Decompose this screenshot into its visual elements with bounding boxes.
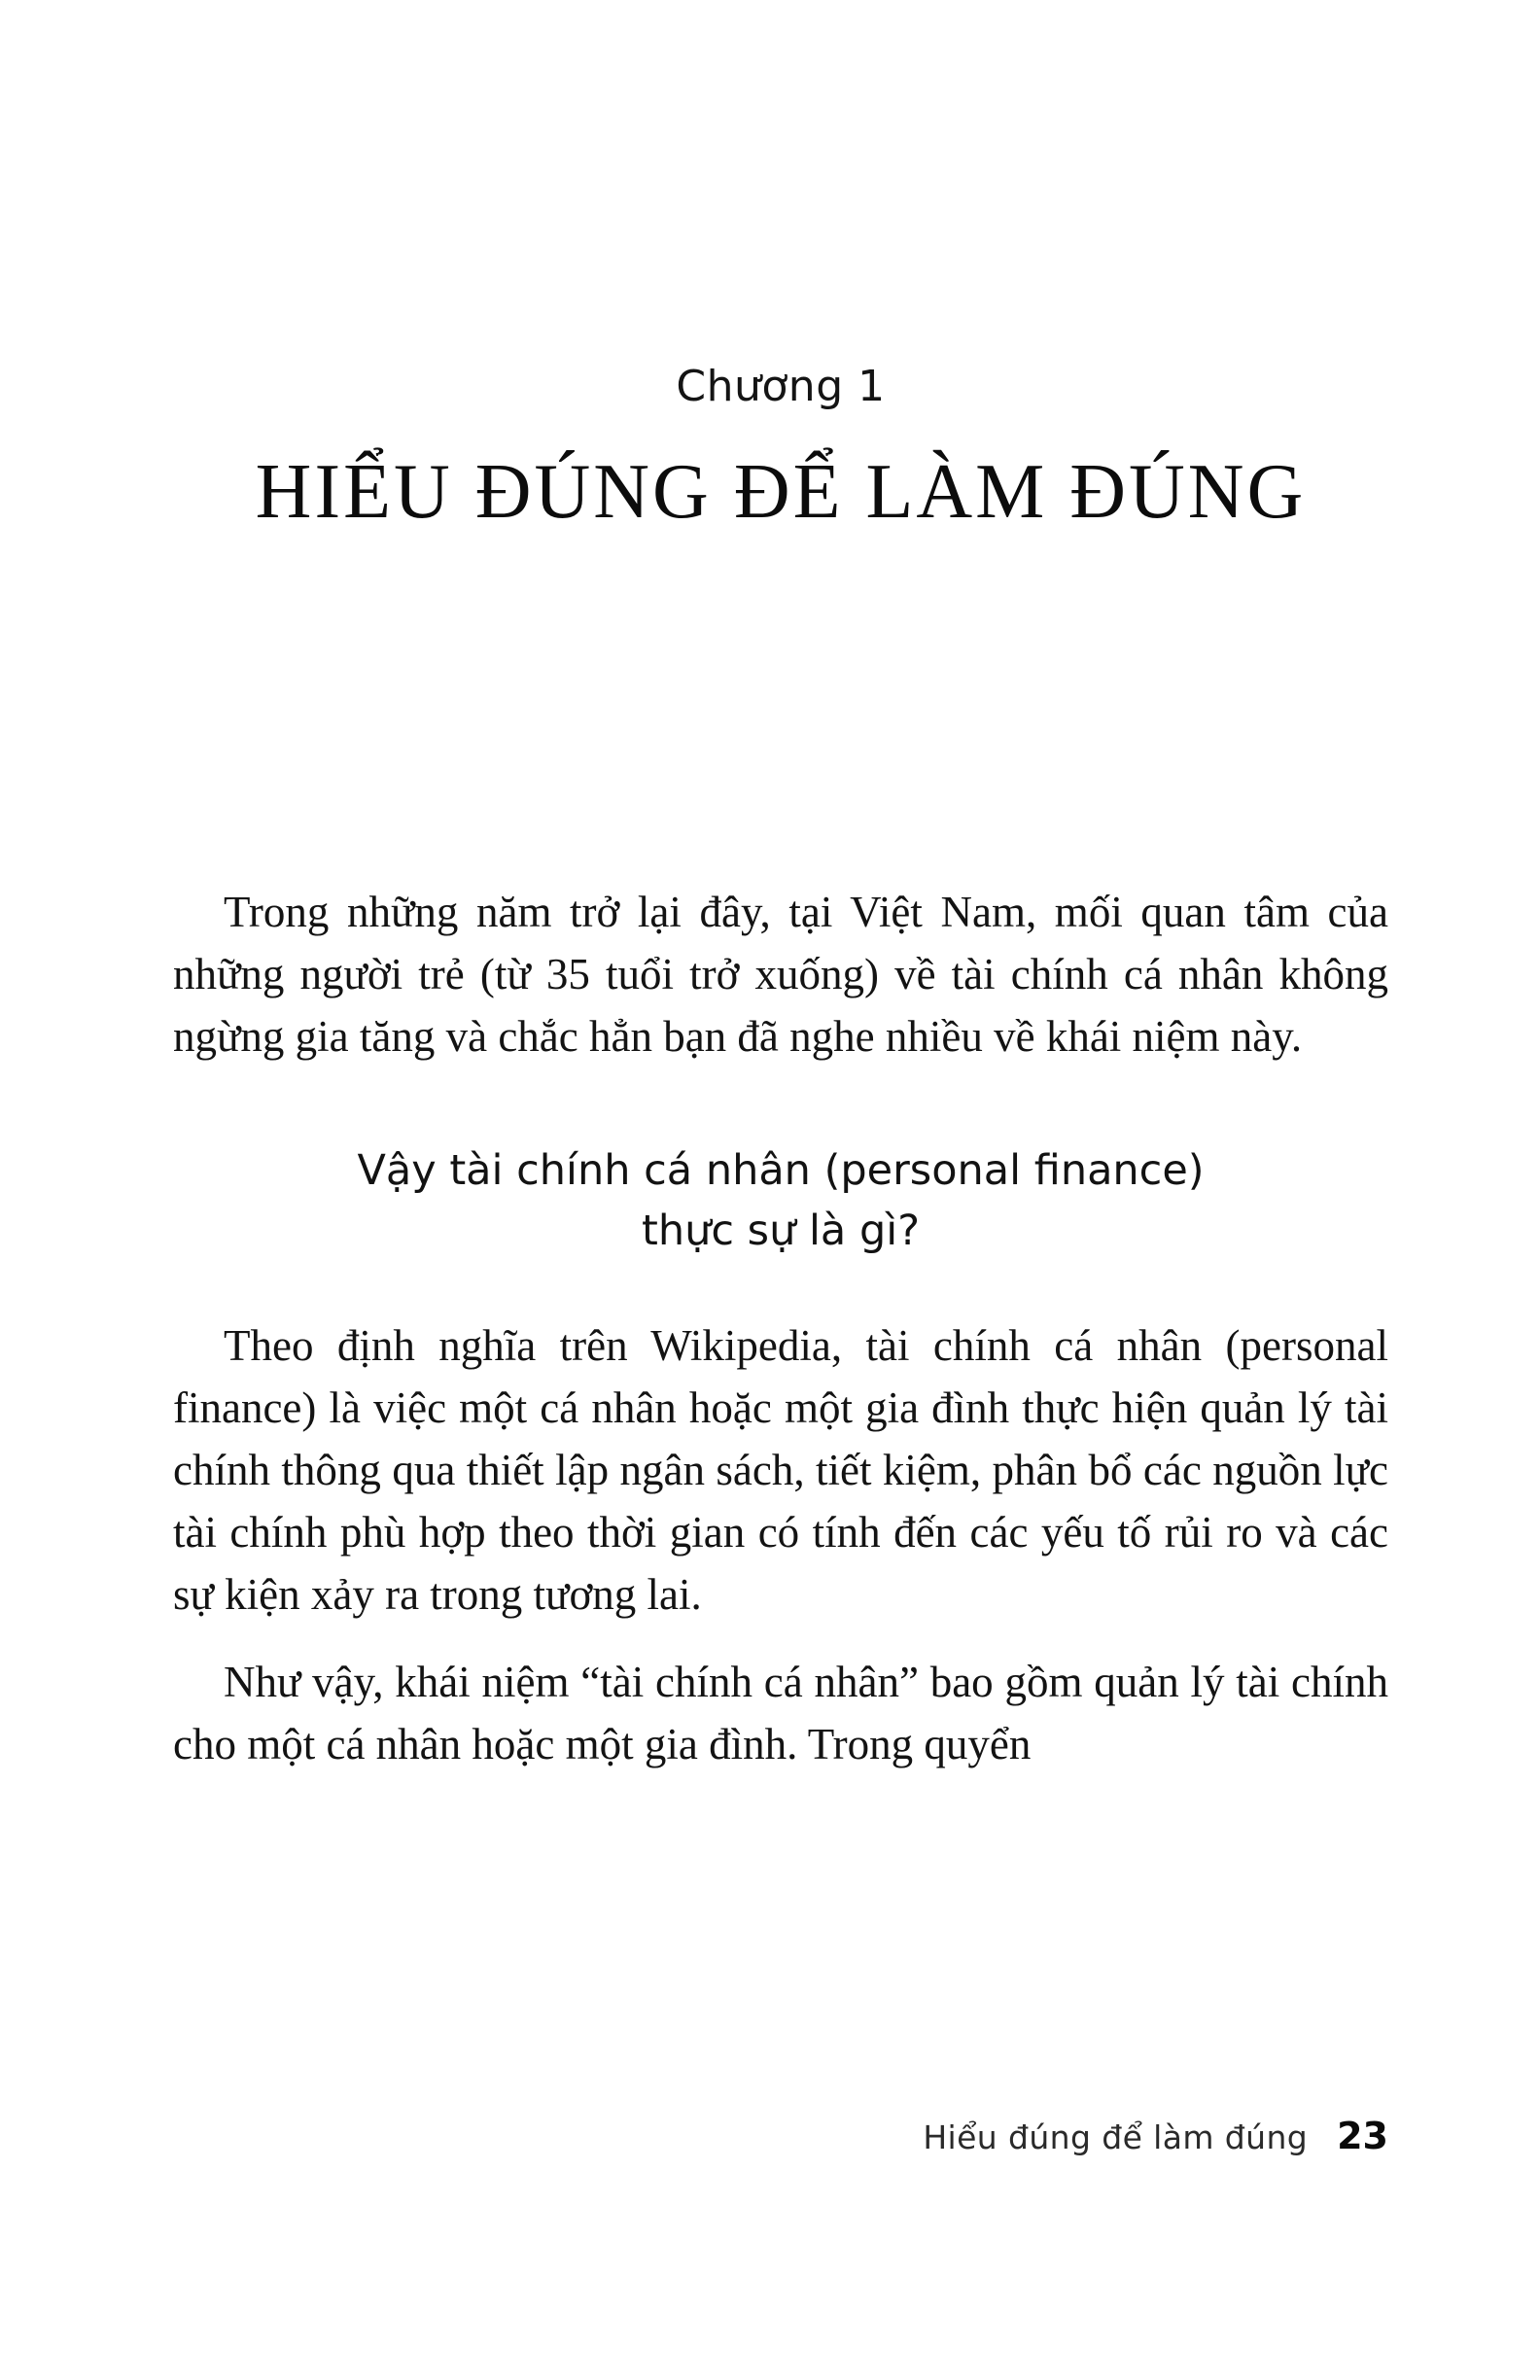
body-text <box>173 882 1388 1776</box>
paragraph: Như vậy, khái niệm “tài chính cá nhân” bao gồm quản lý tài chính cho một cá nhân hoặc một gia đình. Trong quyển <box>173 1657 1388 1768</box>
paragraph: Trong những năm trở lại đây, tại Việt Nam, mối quan tâm của những người trẻ (từ 35 tuổi trở xuống) về tài chính cá nhân không ngừng gia tăng và chắc hẳn bạn đã nghe nhiều về khái niệm này. <box>173 888 1388 1061</box>
section-question-line-1: Vậy tài chính cá nhân (personal finance) <box>357 1145 1205 1195</box>
footer-running-title: Hiểu đúng để làm đúng <box>923 2118 1309 2156</box>
chapter-title: HIỂU ĐÚNG ĐỂ LÀM ĐÚNG <box>255 449 1307 535</box>
paragraph: Theo định nghĩa trên Wikipedia, tài chính cá nhân (personal finance) là việc một cá nhân hoặc một gia đình thực hiện quản lý tài chính thông qua thiết lập ngân sách, tiết kiệm, phân bổ các nguồn lực tài chính phù hợp theo thời gian có tính đến các yếu tố rủi ro và các sự kiện xảy ra trong tương lai. <box>173 1321 1388 1619</box>
page-content <box>173 0 1388 2380</box>
footer-page-number: 23 <box>1337 2115 1388 2157</box>
page-footer <box>173 2115 1388 2157</box>
section-question <box>173 1140 1388 1262</box>
chapter-label: Chương 1 <box>676 362 886 411</box>
section-question-line-2: thực sự là gì? <box>641 1207 921 1256</box>
